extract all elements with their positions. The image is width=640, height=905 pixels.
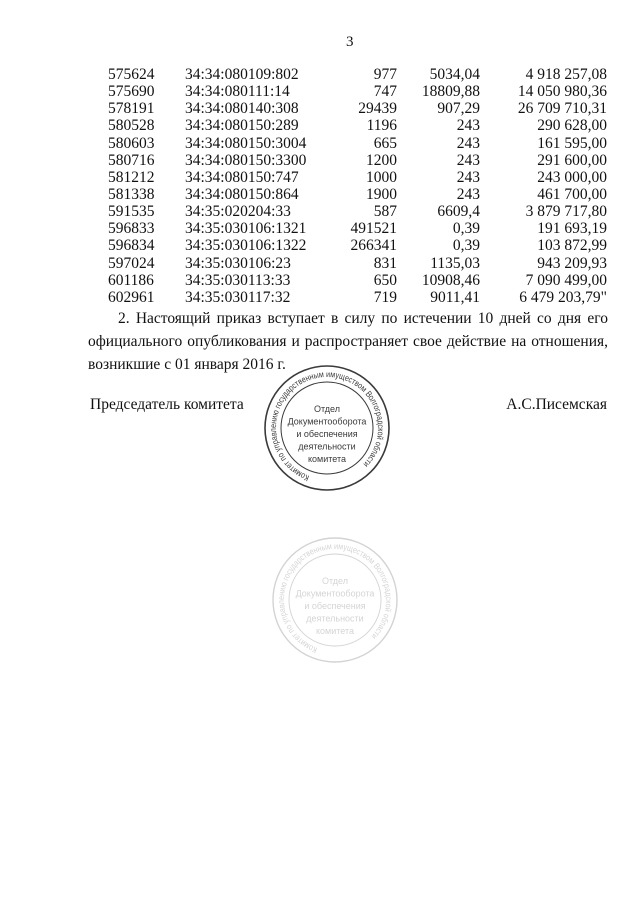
cell-record-number: 580603 [108,134,155,152]
cell-total-value: 461 700,00 [537,185,607,203]
table-row [0,83,640,100]
cell-cadastral-number: 34:34:080109:802 [185,66,299,83]
cell-cadastral-number: 34:34:080111:14 [185,83,290,101]
stamp-inner-line: Отдел [321,576,349,586]
cell-unit-value: 243 [456,117,480,135]
stamp-inner-line: комитета [315,626,355,636]
table-row [0,100,640,117]
table-row [0,255,640,272]
cell-unit-value: 18809,88 [421,83,480,101]
cell-unit-value: 243 [456,151,480,169]
cell-cadastral-number: 34:34:080140:308 [185,100,299,118]
table-row [0,152,640,169]
stamp-inner-line: и обеспечения [296,429,358,439]
stamp-inner-line: Отдел [313,404,341,414]
table-row [0,220,640,237]
cell-unit-value: 0,39 [452,237,480,255]
cell-record-number: 591535 [108,203,155,221]
cell-record-number: 575624 [108,66,155,83]
cell-area: 587 [373,203,397,221]
stamp-outer-ring [265,366,389,490]
cell-cadastral-number: 34:35:030117:32 [185,288,291,306]
signatory-position: Председатель комитета [90,396,244,413]
table-row [0,237,640,254]
cell-unit-value: 1135,03 [430,254,480,272]
cell-area: 491521 [350,220,397,238]
cell-total-value: 943 209,93 [537,254,607,272]
cell-record-number: 581212 [108,168,155,186]
cell-total-value: 7 090 499,00 [525,271,607,289]
cell-area: 650 [373,271,397,289]
cell-area: 665 [373,134,397,152]
cell-total-value: 243 000,00 [537,168,607,186]
cell-unit-value: 243 [456,168,480,186]
cell-total-value: 191 693,19 [537,220,607,238]
cell-unit-value: 10908,46 [421,271,480,289]
cell-total-value: 161 595,00 [537,134,607,152]
cell-cadastral-number: 34:35:030113:33 [185,271,291,289]
cell-cadastral-number: 34:35:020204:33 [185,203,291,221]
cell-cadastral-number: 34:34:080150:864 [185,185,299,203]
table-row [0,186,640,203]
cell-unit-value: 907,29 [437,100,480,118]
cell-cadastral-number: 34:35:030106:1321 [185,220,307,238]
cell-area: 1200 [366,151,397,169]
table-row [0,289,640,306]
stamp-inner-line: Документооборота [295,588,375,599]
cell-record-number: 602961 [108,288,155,306]
cell-area: 1000 [366,168,397,186]
cell-total-value: 103 872,99 [537,237,607,255]
cell-area: 719 [373,288,397,306]
cell-total-value: 14 050 980,36 [517,83,607,101]
cell-cadastral-number: 34:34:080150:747 [185,168,299,186]
faint-stamp-imprint [265,530,405,670]
cell-area: 747 [373,83,397,101]
paragraph-line: официального опубликования и распространяет свое действие на отношения, [88,333,608,350]
cell-cadastral-number: 34:35:030106:1322 [185,237,307,255]
cell-unit-value: 5034,04 [429,66,480,83]
cell-total-value: 290 628,00 [537,117,607,135]
stamp-inner-line: и обеспечения [304,601,366,611]
table-row [0,272,640,289]
page-number: 3 [346,34,354,50]
cell-cadastral-number: 34:34:080150:3300 [185,151,307,169]
cell-area: 266341 [350,237,397,255]
cell-cadastral-number: 34:34:080150:289 [185,117,299,135]
cell-record-number: 580528 [108,117,155,135]
table-row [0,135,640,152]
cell-cadastral-number: 34:34:080150:3004 [185,134,307,152]
cell-record-number: 578191 [108,100,155,118]
cell-area: 977 [373,66,397,83]
cell-record-number: 575690 [108,83,155,101]
cell-cadastral-number: 34:35:030106:23 [185,254,291,272]
official-stamp [257,358,397,498]
cell-unit-value: 9011,41 [430,288,480,306]
stamp-ring-text: Комитет по управлению государственным имуществом Волгоградской области [275,540,395,656]
cell-unit-value: 243 [456,134,480,152]
cell-total-value: 4 918 257,08 [525,66,607,83]
cell-total-value: 291 600,00 [537,151,607,169]
stamp-outer-ring [273,538,397,662]
table-row [0,169,640,186]
paragraph-line: возникшие с 01 января 2016 г. [88,356,286,373]
cell-record-number: 596833 [108,220,155,238]
signatory-name: А.С.Писемская [506,396,607,413]
cell-record-number: 581338 [108,185,155,203]
table-row [0,66,640,83]
cell-total-value: 3 879 717,80 [525,203,607,221]
cell-area: 1900 [366,185,397,203]
cell-area: 29439 [358,100,397,118]
cell-unit-value: 6609,4 [437,203,480,221]
cell-record-number: 601186 [108,271,154,289]
stamp-inner-line: деятельности [298,441,356,452]
stamp-inner-line: деятельности [306,613,364,624]
cell-area: 1196 [366,117,397,135]
cell-area: 831 [373,254,397,272]
cell-unit-value: 0,39 [452,220,480,238]
stamp-ring-text: Комитет по управлению государственным имуществом Волгоградской области [267,368,387,484]
cell-record-number: 580716 [108,151,155,169]
stamp-inner-line: Документооборота [287,416,367,427]
stamp-inner-line: комитета [307,454,347,464]
cell-total-value: 6 479 203,79" [519,288,607,306]
land-plots-table [0,66,640,306]
table-row [0,117,640,134]
cell-record-number: 597024 [108,254,155,272]
table-row [0,203,640,220]
paragraph-line: 2. Настоящий приказ вступает в силу по истечении 10 дней со дня его [118,310,608,327]
cell-unit-value: 243 [456,185,480,203]
cell-record-number: 596834 [108,237,155,255]
cell-total-value: 26 709 710,31 [517,100,607,118]
